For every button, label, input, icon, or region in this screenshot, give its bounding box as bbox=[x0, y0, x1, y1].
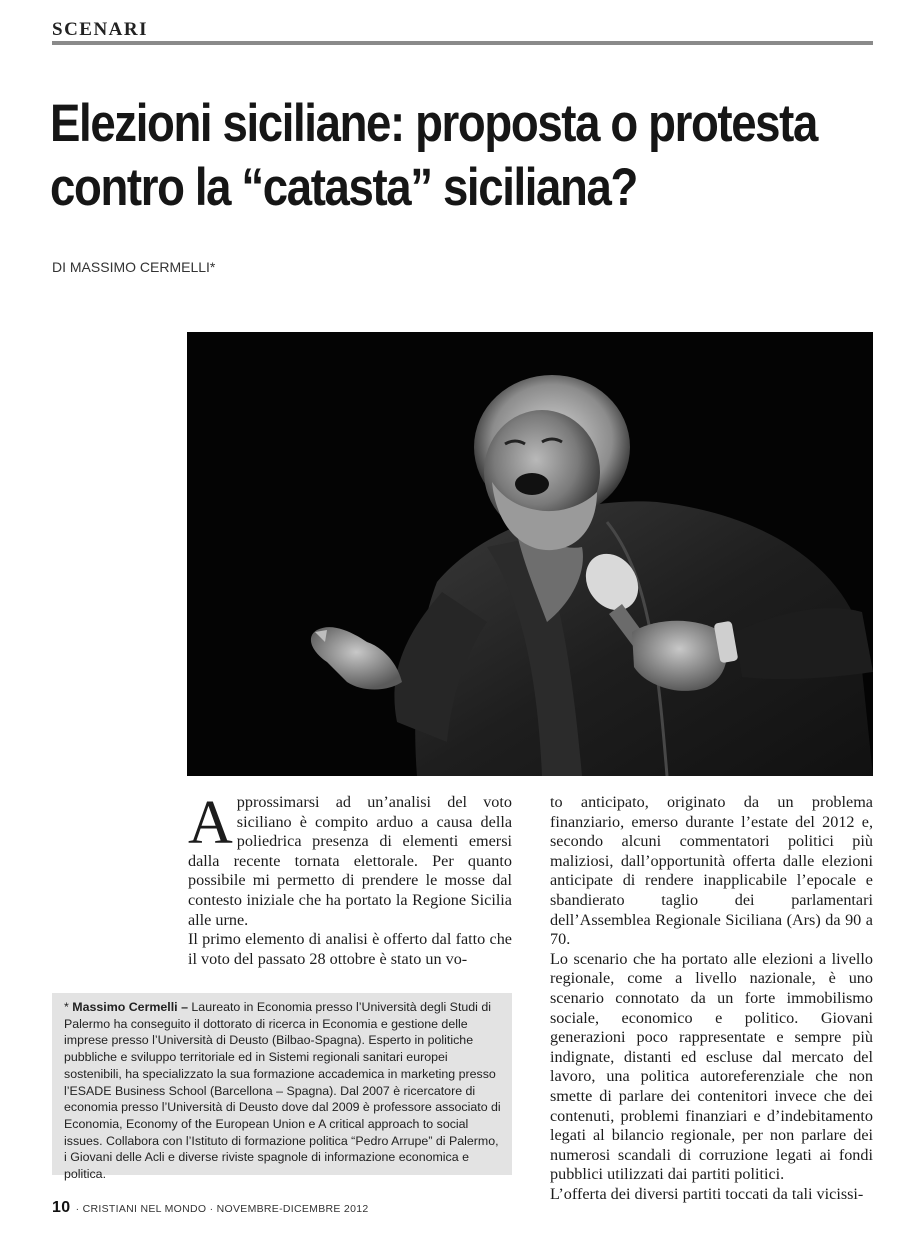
footer-publication: · CRISTIANI NEL MONDO · NOVEMBRE-DICEMBRE 2012 bbox=[72, 1203, 369, 1215]
bio-text: Laureato in Economia presso l’Università degli Studi di Palermo ha conseguito il dottorato di ricerca in Economia e gestione delle imprese presso l’Università di Deusto (Bilbao-Spagna). Esperto in politiche pubbliche e sviluppo territoriale ed in Sistemi regionali sanitari europei sostenibili, ha specializzato la sua formazione accademica in marketing presso l’ESADE Business School (Barcellona – Spagna). Dal 2007 è ricercatore di economia presso l’Università di Deusto dove dal 2009 è professore associato di Economia, Economy of the European Union e A critical approach to social issues. Collabora con l’Istituto di formazione politica “Pedro Arrupe” di Palermo, i Giovani delle Acli e diverse riviste spagnole di informazione economica e politica. bbox=[64, 1000, 501, 1182]
byline: DI MASSIMO CERMELLI* bbox=[52, 259, 216, 275]
article-photo bbox=[187, 332, 873, 776]
bio-author-name: Massimo Cermelli – bbox=[72, 1000, 188, 1014]
drop-cap: A bbox=[188, 789, 233, 857]
article-paragraph: Lo scenario che ha portato alle elezioni a livello regionale, come a livello nazionale, è uno scenario connotato da un forte immobilismo sociale, economico e politico. Giovani generazioni poco rappresentate e sempre più indignate, distanti ed escluse dal mercato del lavoro, una politica autoreferenziale che non smette di parlare dei contenitori invece che dei contenuti, problemi finanziari e d’indebitamento legati al bilancio regionale, per non parlare dei numerosi scandali di corruzione legati ai fondi pubblici utilizzati dai partiti politici. bbox=[550, 949, 873, 1184]
photo-speaker-illustration bbox=[187, 332, 873, 776]
article-title bbox=[50, 92, 817, 220]
article-column-right bbox=[550, 793, 873, 1204]
article-paragraph: Il primo elemento di analisi è offerto dal fatto che il voto del passato 28 ottobre è stato un vo- bbox=[188, 930, 512, 968]
section-label: SCENARI bbox=[52, 19, 149, 40]
article-paragraph: pprossimarsi ad un’analisi del voto siciliano è compito arduo a causa della poliedrica presenza di elementi emersi dalla recente tornata elettorale. Per quanto possibile mi permetto di prendere le mosse dal contesto iniziale che ha portato la Regione Sicilia alle urne. bbox=[188, 793, 512, 929]
article-title-line-1: Elezioni siciliane: proposta o protesta bbox=[50, 94, 817, 153]
article-column-left bbox=[188, 789, 512, 969]
page-number: 10 bbox=[52, 1199, 71, 1216]
page-footer bbox=[52, 1199, 369, 1217]
author-bio-box bbox=[52, 993, 512, 1182]
article-paragraph: to anticipato, originato da un problema finanziario, emerso durante l’estate del 2012 e, secondo alcuni commentatori politici più maliziosi, dall’opportunità offerta dalle elezioni anticipate di rendere inapplicabile l’epocale e sbandierato taglio dei parlamentari dell’Assemblea Regionale Siciliana (Ars) da 90 a 70. bbox=[550, 793, 873, 949]
article-paragraph: L’offerta dei diversi partiti toccati da tali vicissi- bbox=[550, 1184, 864, 1203]
section-divider bbox=[52, 41, 873, 45]
bio-asterisk: * bbox=[64, 1000, 73, 1014]
article-title-line-2: contro la “catasta” siciliana? bbox=[50, 158, 637, 217]
